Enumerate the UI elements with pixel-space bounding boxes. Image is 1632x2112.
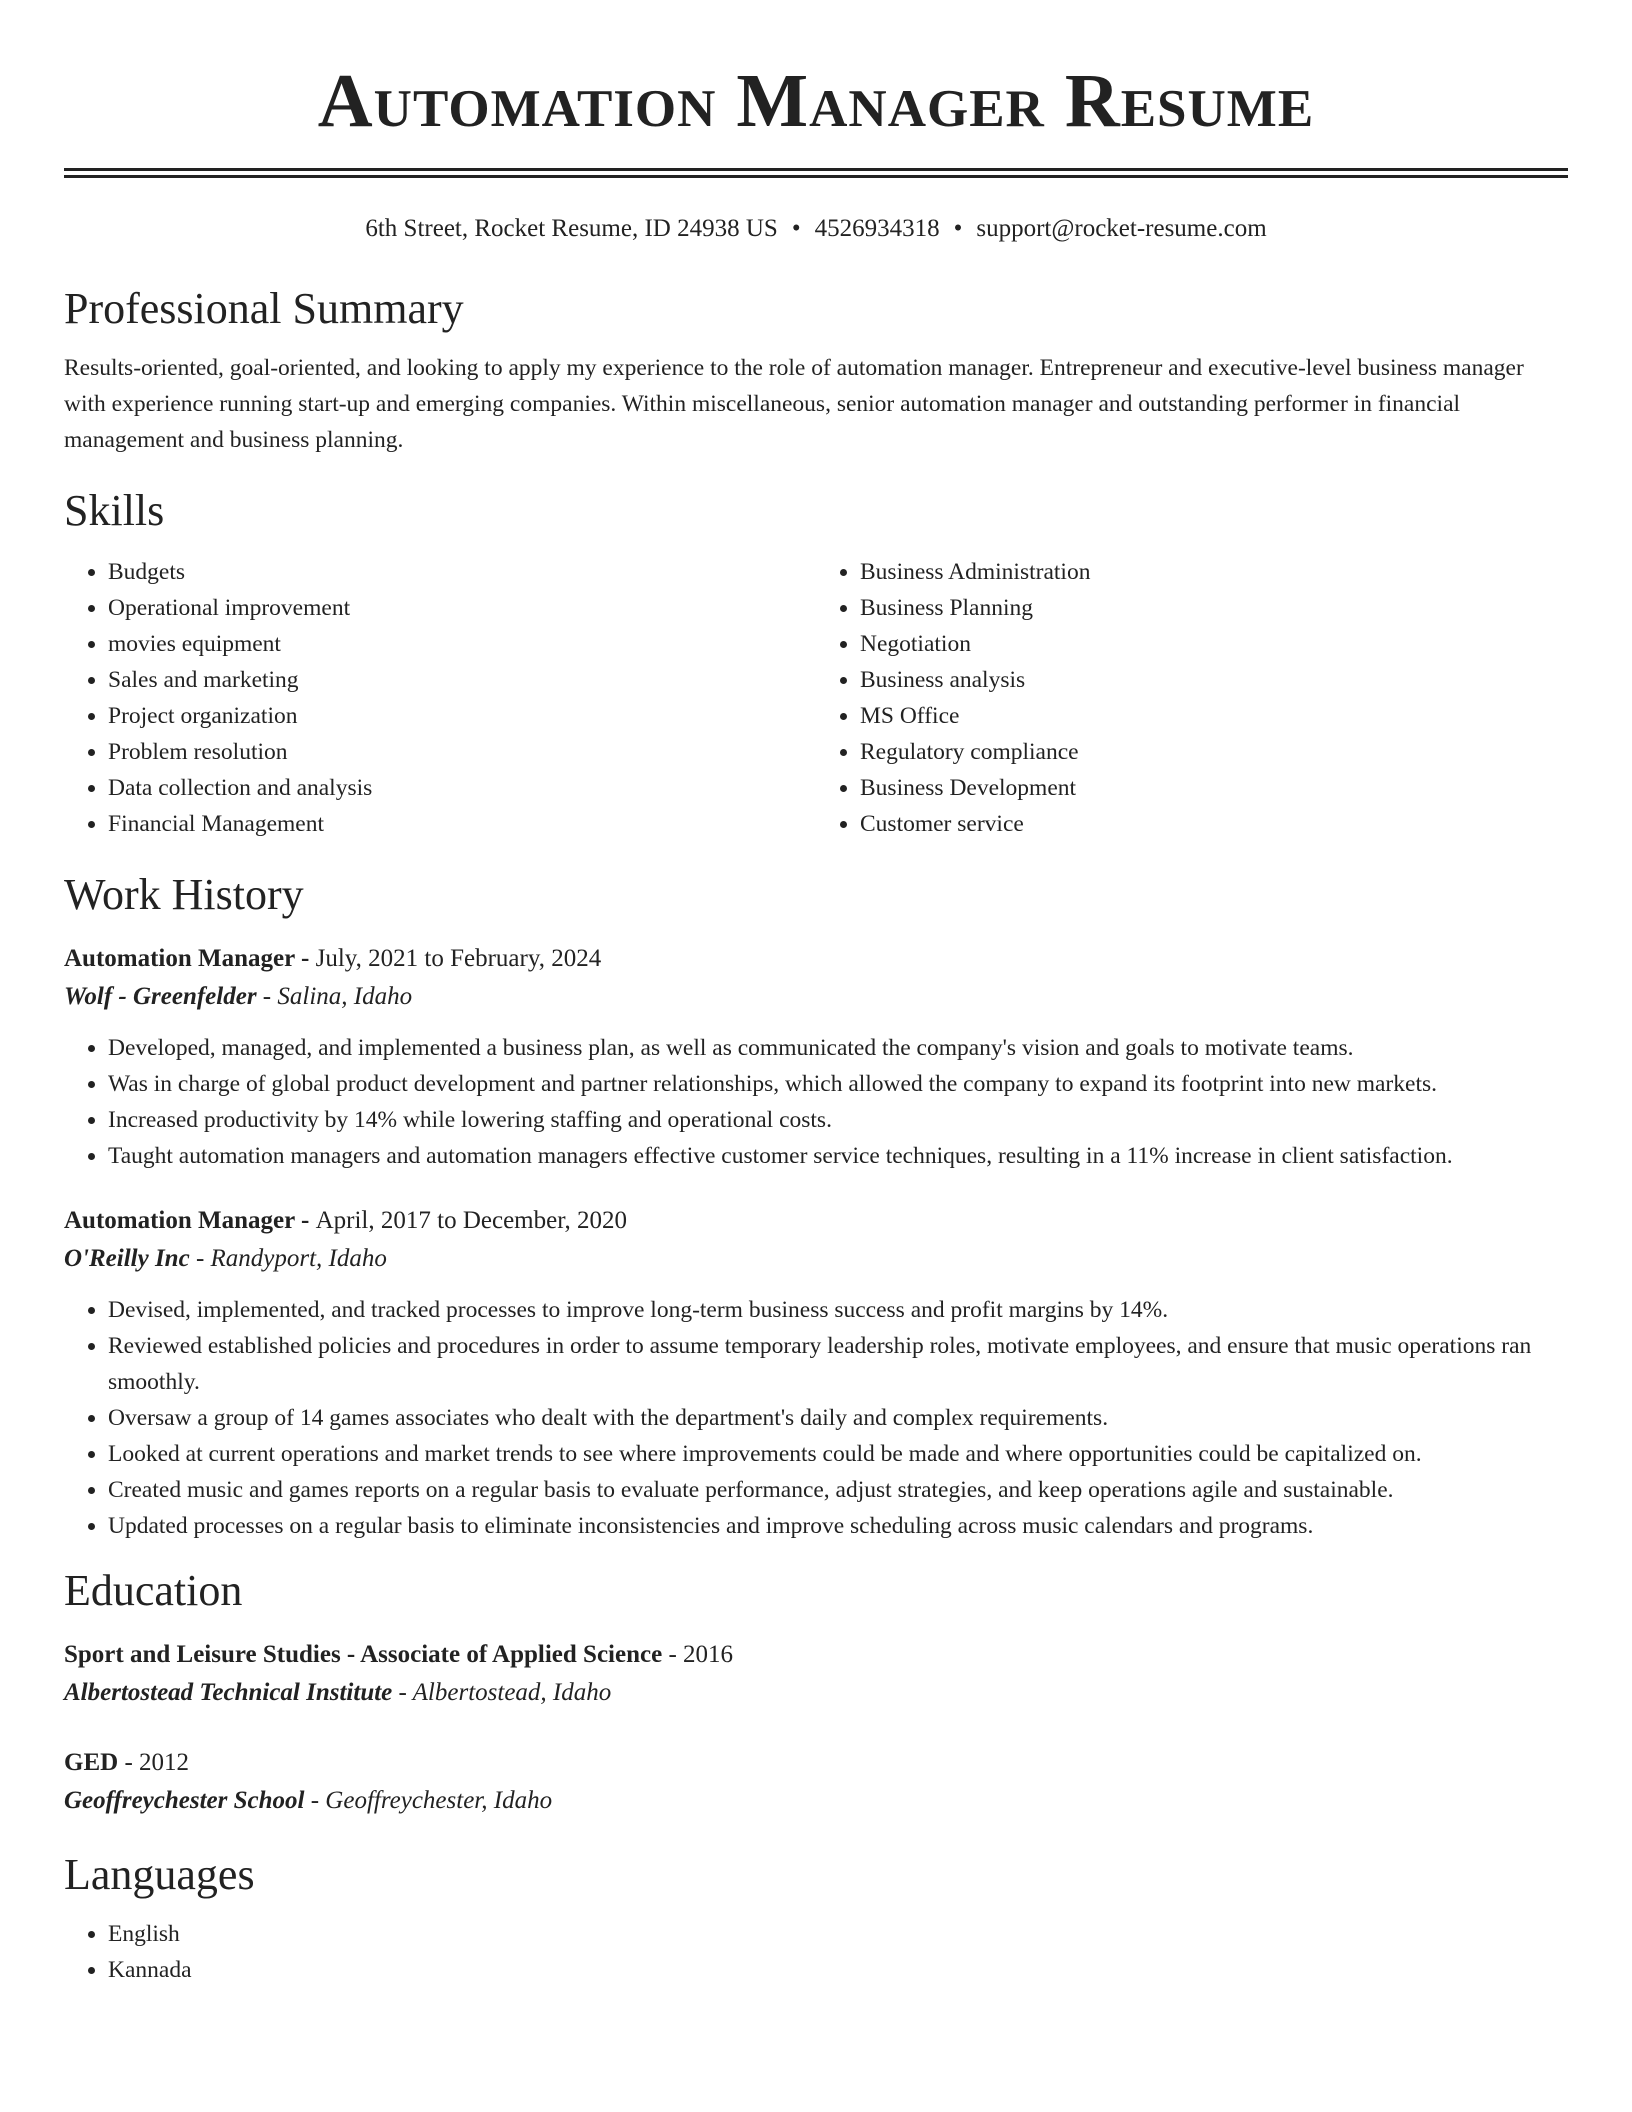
contact-address: 6th Street, Rocket Resume, ID 24938 US [365,215,778,242]
job-entry [64,1202,1568,1544]
skill-item: • Negotiation [860,626,1568,662]
skill-item: • Operational improvement [108,590,816,626]
job-bullet: • Devised, implemented, and tracked processes to improve long-term business success and profit margins by 14%. [108,1292,1568,1328]
contact-email[interactable]: support@rocket-resume.com [976,215,1267,242]
job-bullet: • Looked at current operations and market trends to see where improvements could be made and where opportunities could be capitalized on. [108,1436,1568,1472]
contact-phone: 4526934318 [814,215,940,242]
job-company: Wolf - Greenfelder [64,983,257,1010]
skill-item: • Business Planning [860,590,1568,626]
degree-name: GED [64,1749,119,1776]
skills-list-left [64,554,816,842]
skill-item: • Business Administration [860,554,1568,590]
job-title: Automation Manager [64,945,295,972]
job-bullets [64,1030,1568,1174]
skill-item: • movies equipment [108,626,816,662]
job-bullet: • Developed, managed, and implemented a business plan, as well as communicated the company's vision and goals to motivate teams. [108,1030,1568,1066]
contact-separator: • [953,215,963,242]
contact-line [64,212,1568,246]
job-dates: April, 2017 to December, 2020 [315,1207,628,1234]
skill-item: • Budgets [108,554,816,590]
title-double-rule [64,168,1568,178]
school-location: Geoffreychester, Idaho [325,1787,553,1814]
education-entry [64,1636,1568,1712]
school-line: Albertostead Technical Institute - Albertostead, Idaho [64,1679,612,1706]
school-name: Geoffreychester School [64,1787,305,1814]
summary-heading: Professional Summary [64,284,464,333]
job-location: Salina, Idaho [277,983,413,1010]
job-bullet: • Was in charge of global product development and partner relationships, which allowed the company to expand its footprint into new markets. [108,1066,1568,1102]
skill-item: • Financial Management [108,806,816,842]
contact-separator: • [791,215,801,242]
job-bullet: • Reviewed established policies and procedures in order to assume temporary leadership roles, motivate employees, and ensure that music operations ran smoothly. [108,1328,1568,1400]
job-bullet: • Increased productivity by 14% while lowering staffing and operational costs. [108,1102,1568,1138]
school-line: Geoffreychester School - Geoffreychester, Idaho [64,1787,553,1814]
language-item: • Kannada [108,1952,1568,1988]
degree-year: 2016 [683,1641,734,1668]
languages-list [64,1916,1568,1988]
degree-line: GED - 2012 [64,1749,190,1776]
school-name: Albertostead Technical Institute [64,1679,393,1706]
job-company: O'Reilly Inc [64,1245,190,1272]
education-entry [64,1744,1568,1820]
job-title-line: Automation Manager - April, 2017 to December, 2020 [64,1207,628,1234]
languages-heading: Languages [64,1850,255,1899]
skill-item: • Business Development [860,770,1568,806]
skills-columns [64,554,1568,842]
job-company-line: O'Reilly Inc - Randyport, Idaho [64,1245,387,1272]
job-bullet: • Updated processes on a regular basis to eliminate inconsistencies and improve scheduling across music calendars and programs. [108,1508,1568,1544]
skill-item: • Customer service [860,806,1568,842]
skill-item: • Project organization [108,698,816,734]
job-bullets [64,1292,1568,1544]
job-bullet: • Taught automation managers and automation managers effective customer service techniques, resulting in a 11% increase in client satisfaction. [108,1138,1568,1174]
job-bullet: • Created music and games reports on a regular basis to evaluate performance, adjust strategies, and keep operations agile and sustainable. [108,1472,1568,1508]
work-history-heading: Work History [64,870,304,919]
skill-item: • Sales and marketing [108,662,816,698]
job-entry [64,940,1568,1174]
job-company-line: Wolf - Greenfelder - Salina, Idaho [64,983,413,1010]
education-heading: Education [64,1566,243,1615]
school-location: Albertostead, Idaho [412,1679,612,1706]
skill-item: • MS Office [860,698,1568,734]
skills-heading: Skills [64,486,165,535]
skill-item: • Data collection and analysis [108,770,816,806]
job-dates: July, 2021 to February, 2024 [315,945,602,972]
skills-list-right [816,554,1568,842]
job-title: Automation Manager [64,1207,295,1234]
resume-title: Automation Manager Resume [317,59,1315,143]
job-title-line: Automation Manager - July, 2021 to February, 2024 [64,945,602,972]
job-bullet: • Oversaw a group of 14 games associates who dealt with the department's daily and complex requirements. [108,1400,1568,1436]
summary-text: Results-oriented, goal-oriented, and looking to apply my experience to the role of automation manager. Entrepreneur and executive-level business manager with experience running start-up and emerging companies. Within miscellaneous, senior automation manager and outstanding performer in financial management and business planning. [64,355,1524,453]
degree-name: Sport and Leisure Studies - Associate of Applied Science [64,1641,663,1668]
skill-item: • Problem resolution [108,734,816,770]
degree-line: Sport and Leisure Studies - Associate of Applied Science - 2016 [64,1641,734,1668]
skill-item: • Regulatory compliance [860,734,1568,770]
language-item: • English [108,1916,1568,1952]
job-location: Randyport, Idaho [210,1245,387,1272]
skill-item: • Business analysis [860,662,1568,698]
degree-year: 2012 [139,1749,190,1776]
